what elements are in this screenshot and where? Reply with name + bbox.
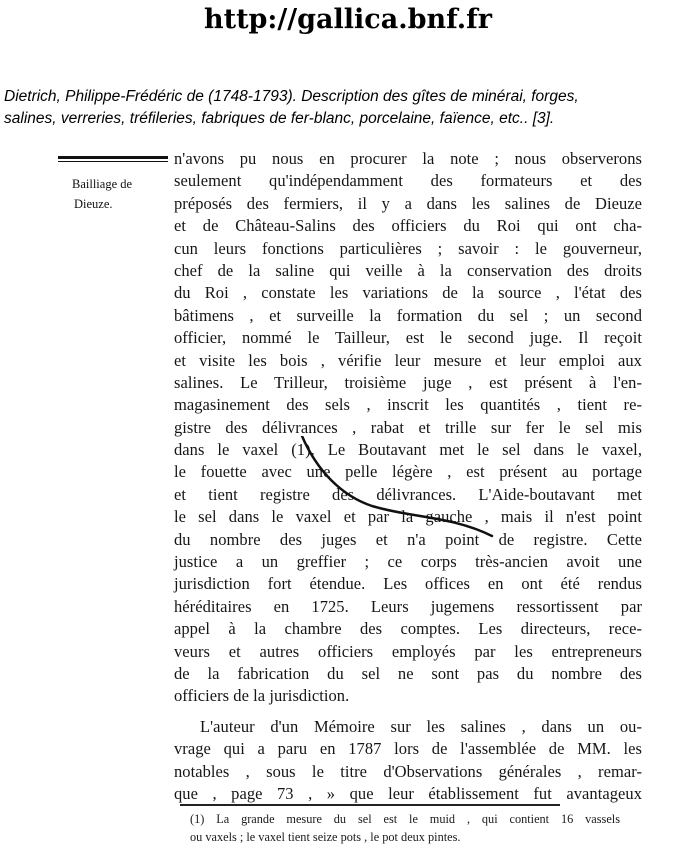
paragraph-2 xyxy=(174,716,642,806)
text-line: officiers de la jurisdiction. xyxy=(174,686,350,706)
ink-stroke-mark xyxy=(292,436,502,546)
text-line: héréditaires en 1725. Leurs jugemens ressortissent par xyxy=(174,596,642,616)
marginal-note-line-2: Dieuze. xyxy=(74,197,113,211)
text-line: que , page 73 , » que leur établissement fut avantageux xyxy=(174,783,642,803)
text-line: de la fabrication du sel ne sont pas du nombre des xyxy=(174,663,642,683)
text-line: justice a un greffier ; ce corps très-ancien avoit une xyxy=(174,552,642,572)
text-line: jurisdiction fort étendue. Les offices en ont été rendus xyxy=(174,574,642,594)
text-line: officier, nommé le Tailleur, est le second juge. Il reçoit xyxy=(174,328,642,348)
text-line: magasinement des sels , inscrit les quantités , tient re- xyxy=(174,395,642,415)
text-line: et de Château-Salins des officiers du Roi qui ont cha- xyxy=(174,216,642,236)
text-line: cun leurs fonctions particulières ; savoir : le gouverneur, xyxy=(174,238,642,258)
text-line: et tient registre des délivrances. L'Aide-boutavant met xyxy=(174,484,642,504)
text-line: bâtimens , et surveille la formation du sel ; un second xyxy=(174,305,642,325)
text-line: dans le vaxel (1). Le Boutavant met le sel dans le vaxel, xyxy=(174,440,642,460)
text-line: du Roi , constate les variations de la source , l'état des xyxy=(174,283,642,303)
text-line: appel à la chambre des comptes. Les directeurs, rece- xyxy=(174,619,642,639)
text-line: notables , sous le titre d'Observations générales , remar- xyxy=(174,761,642,781)
text-line: gistre des délivrances , rabat et trille sur fer le sel mis xyxy=(174,417,642,437)
bibliographic-citation xyxy=(4,86,694,130)
text-line: le fouette avec une pelle légère , est présent au portage xyxy=(174,462,642,482)
text-line: veurs et autres officiers employés par les entrepreneurs xyxy=(174,641,642,661)
text-line: du nombre des juges et n'a point de registre. Cette xyxy=(174,529,642,549)
marginal-note-line-1: Bailliage de xyxy=(72,177,133,191)
text-line: seulement qu'indépendamment des formateurs et des xyxy=(174,171,642,191)
footnote-line: ou vaxels ; le vaxel tient seize pots , le pot deux pintes. xyxy=(190,830,461,844)
marginal-note xyxy=(72,174,172,214)
text-line: L'auteur d'un Mémoire sur les salines , dans un ou- xyxy=(200,716,642,736)
scanned-page xyxy=(52,146,648,850)
header-double-rule xyxy=(58,156,168,162)
footnote xyxy=(190,810,620,846)
footnote-line: (1) La grande mesure du sel est le muid , qui contient 16 vassels xyxy=(190,812,620,826)
text-line: chef de la saline qui veille à la conservation des droits xyxy=(174,260,642,280)
text-line: vrage qui a paru en 1787 lors de l'assemblée de MM. les xyxy=(174,739,642,759)
text-line: préposés des fermiers, il y a dans les salines de Dieuze xyxy=(174,193,642,213)
text-line: le sel dans le vaxel et par la gauche , mais il n'est point xyxy=(174,507,642,527)
gallica-url-header: http://gallica.bnf.fr xyxy=(203,4,493,35)
text-line: et visite les bois , vérifie leur mesure et leur emploi aux xyxy=(174,350,642,370)
paragraph-1 xyxy=(174,148,642,708)
citation-line-2: salines, verreries, tréfileries, fabriques de fer-blanc, porcelaine, faïence, etc.. [3]. xyxy=(4,110,555,127)
citation-line-1: Dietrich, Philippe-Frédéric de (1748-1793). Description des gîtes de minérai, forges, xyxy=(4,88,579,105)
text-line: n'avons pu nous en procurer la note ; nous observerons xyxy=(174,149,642,168)
footnote-rule xyxy=(180,804,560,806)
text-line: salines. Le Trilleur, troisième juge , est présent à l'en- xyxy=(174,372,642,392)
